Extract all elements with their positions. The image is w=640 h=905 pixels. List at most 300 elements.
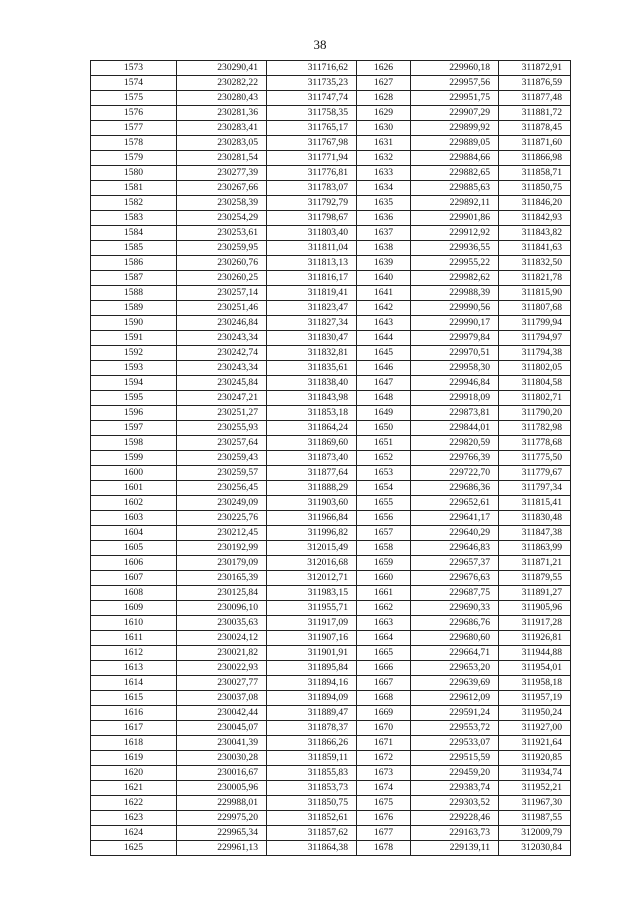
- table-row: [91, 406, 571, 421]
- table-row: [91, 346, 571, 361]
- point-number-left: 1611: [91, 631, 177, 646]
- y-coordinate-right: 311905,96: [499, 601, 571, 616]
- point-number-left: 1589: [91, 301, 177, 316]
- point-number-right: 1644: [357, 331, 411, 346]
- x-coordinate-left: 230259,95: [177, 241, 267, 256]
- point-number-left: 1601: [91, 481, 177, 496]
- point-number-left: 1599: [91, 451, 177, 466]
- x-coordinate-left: 230259,57: [177, 466, 267, 481]
- point-number-left: 1593: [91, 361, 177, 376]
- x-coordinate-right: 229936,55: [411, 241, 499, 256]
- table-row: [91, 721, 571, 736]
- x-coordinate-right: 229946,84: [411, 376, 499, 391]
- y-coordinate-right: 311920,85: [499, 751, 571, 766]
- x-coordinate-left: 230253,61: [177, 226, 267, 241]
- point-number-left: 1586: [91, 256, 177, 271]
- y-coordinate-left: 311889,47: [267, 706, 357, 721]
- table-row: [91, 361, 571, 376]
- coordinates-table: [90, 60, 571, 856]
- x-coordinate-left: 230251,27: [177, 406, 267, 421]
- y-coordinate-left: 311869,60: [267, 436, 357, 451]
- point-number-left: 1597: [91, 421, 177, 436]
- y-coordinate-right: 311891,27: [499, 586, 571, 601]
- y-coordinate-right: 311967,30: [499, 796, 571, 811]
- y-coordinate-left: 311767,98: [267, 136, 357, 151]
- x-coordinate-right: 229820,59: [411, 436, 499, 451]
- x-coordinate-left: 230251,46: [177, 301, 267, 316]
- x-coordinate-right: 229641,17: [411, 511, 499, 526]
- x-coordinate-left: 230041,39: [177, 736, 267, 751]
- y-coordinate-right: 311799,94: [499, 316, 571, 331]
- table-row: [91, 331, 571, 346]
- point-number-left: 1574: [91, 76, 177, 91]
- point-number-right: 1666: [357, 661, 411, 676]
- y-coordinate-left: 311803,40: [267, 226, 357, 241]
- point-number-right: 1630: [357, 121, 411, 136]
- y-coordinate-left: 311903,60: [267, 496, 357, 511]
- y-coordinate-right: 311815,41: [499, 496, 571, 511]
- point-number-left: 1608: [91, 586, 177, 601]
- point-number-right: 1651: [357, 436, 411, 451]
- x-coordinate-right: 229612,09: [411, 691, 499, 706]
- y-coordinate-left: 311835,61: [267, 361, 357, 376]
- x-coordinate-right: 229990,17: [411, 316, 499, 331]
- x-coordinate-right: 229139,11: [411, 841, 499, 856]
- table-row: [91, 76, 571, 91]
- point-number-left: 1580: [91, 166, 177, 181]
- x-coordinate-right: 229553,72: [411, 721, 499, 736]
- x-coordinate-left: 230030,28: [177, 751, 267, 766]
- y-coordinate-left: 311792,79: [267, 196, 357, 211]
- table-row: [91, 796, 571, 811]
- y-coordinate-left: 311758,35: [267, 106, 357, 121]
- point-number-left: 1603: [91, 511, 177, 526]
- y-coordinate-left: 311901,91: [267, 646, 357, 661]
- point-number-right: 1632: [357, 151, 411, 166]
- y-coordinate-left: 311894,16: [267, 676, 357, 691]
- x-coordinate-left: 230242,74: [177, 346, 267, 361]
- point-number-right: 1634: [357, 181, 411, 196]
- point-number-right: 1675: [357, 796, 411, 811]
- table-row: [91, 616, 571, 631]
- y-coordinate-right: 311878,45: [499, 121, 571, 136]
- point-number-left: 1619: [91, 751, 177, 766]
- x-coordinate-right: 229892,11: [411, 196, 499, 211]
- point-number-right: 1642: [357, 301, 411, 316]
- x-coordinate-right: 229990,56: [411, 301, 499, 316]
- table-row: [91, 301, 571, 316]
- x-coordinate-right: 229970,51: [411, 346, 499, 361]
- y-coordinate-left: 311716,62: [267, 61, 357, 76]
- point-number-right: 1663: [357, 616, 411, 631]
- x-coordinate-right: 229533,07: [411, 736, 499, 751]
- table-row: [91, 826, 571, 841]
- point-number-right: 1669: [357, 706, 411, 721]
- table-row: [91, 541, 571, 556]
- x-coordinate-right: 229657,37: [411, 556, 499, 571]
- point-number-left: 1581: [91, 181, 177, 196]
- table-row: [91, 586, 571, 601]
- x-coordinate-left: 230212,45: [177, 526, 267, 541]
- x-coordinate-right: 229955,22: [411, 256, 499, 271]
- y-coordinate-left: 311735,23: [267, 76, 357, 91]
- point-number-right: 1667: [357, 676, 411, 691]
- point-number-right: 1647: [357, 376, 411, 391]
- x-coordinate-right: 229303,52: [411, 796, 499, 811]
- y-coordinate-right: 311802,05: [499, 361, 571, 376]
- table-row: [91, 841, 571, 856]
- x-coordinate-left: 230246,84: [177, 316, 267, 331]
- y-coordinate-right: 311871,60: [499, 136, 571, 151]
- point-number-left: 1587: [91, 271, 177, 286]
- x-coordinate-left: 230035,63: [177, 616, 267, 631]
- y-coordinate-right: 311775,50: [499, 451, 571, 466]
- table-row: [91, 121, 571, 136]
- x-coordinate-right: 229889,05: [411, 136, 499, 151]
- point-number-right: 1638: [357, 241, 411, 256]
- x-coordinate-right: 229383,74: [411, 781, 499, 796]
- y-coordinate-right: 311797,34: [499, 481, 571, 496]
- point-number-right: 1671: [357, 736, 411, 751]
- point-number-right: 1633: [357, 166, 411, 181]
- y-coordinate-left: 311811,04: [267, 241, 357, 256]
- x-coordinate-right: 229515,59: [411, 751, 499, 766]
- point-number-right: 1659: [357, 556, 411, 571]
- x-coordinate-left: 229988,01: [177, 796, 267, 811]
- x-coordinate-right: 229680,60: [411, 631, 499, 646]
- x-coordinate-right: 229884,66: [411, 151, 499, 166]
- table-row: [91, 661, 571, 676]
- point-number-left: 1583: [91, 211, 177, 226]
- table-row: [91, 496, 571, 511]
- point-number-right: 1641: [357, 286, 411, 301]
- table-row: [91, 136, 571, 151]
- point-number-left: 1598: [91, 436, 177, 451]
- x-coordinate-right: 229653,20: [411, 661, 499, 676]
- y-coordinate-right: 312030,84: [499, 841, 571, 856]
- table-row: [91, 196, 571, 211]
- point-number-right: 1676: [357, 811, 411, 826]
- x-coordinate-right: 229652,61: [411, 496, 499, 511]
- y-coordinate-right: 311794,97: [499, 331, 571, 346]
- y-coordinate-right: 311850,75: [499, 181, 571, 196]
- point-number-right: 1628: [357, 91, 411, 106]
- y-coordinate-right: 311815,90: [499, 286, 571, 301]
- point-number-right: 1646: [357, 361, 411, 376]
- point-number-right: 1655: [357, 496, 411, 511]
- table-row: [91, 286, 571, 301]
- x-coordinate-right: 229907,29: [411, 106, 499, 121]
- x-coordinate-left: 229965,34: [177, 826, 267, 841]
- table-row: [91, 241, 571, 256]
- point-number-right: 1636: [357, 211, 411, 226]
- point-number-right: 1654: [357, 481, 411, 496]
- point-number-left: 1584: [91, 226, 177, 241]
- y-coordinate-right: 311871,21: [499, 556, 571, 571]
- point-number-left: 1576: [91, 106, 177, 121]
- point-number-left: 1614: [91, 676, 177, 691]
- x-coordinate-left: 230282,22: [177, 76, 267, 91]
- x-coordinate-left: 230125,84: [177, 586, 267, 601]
- table-row: [91, 256, 571, 271]
- x-coordinate-right: 229686,36: [411, 481, 499, 496]
- x-coordinate-left: 230243,34: [177, 331, 267, 346]
- table-row: [91, 151, 571, 166]
- x-coordinate-right: 229988,39: [411, 286, 499, 301]
- y-coordinate-right: 311987,55: [499, 811, 571, 826]
- y-coordinate-right: 311952,21: [499, 781, 571, 796]
- x-coordinate-right: 229163,73: [411, 826, 499, 841]
- table-row: [91, 571, 571, 586]
- x-coordinate-right: 229228,46: [411, 811, 499, 826]
- table-row: [91, 166, 571, 181]
- x-coordinate-right: 229687,75: [411, 586, 499, 601]
- x-coordinate-right: 229766,39: [411, 451, 499, 466]
- point-number-left: 1617: [91, 721, 177, 736]
- point-number-right: 1670: [357, 721, 411, 736]
- x-coordinate-right: 229882,65: [411, 166, 499, 181]
- x-coordinate-left: 230280,43: [177, 91, 267, 106]
- table-row: [91, 691, 571, 706]
- table-row: [91, 526, 571, 541]
- point-number-left: 1605: [91, 541, 177, 556]
- table-row: [91, 706, 571, 721]
- x-coordinate-right: 229722,70: [411, 466, 499, 481]
- x-coordinate-right: 229957,56: [411, 76, 499, 91]
- point-number-right: 1664: [357, 631, 411, 646]
- point-number-left: 1609: [91, 601, 177, 616]
- y-coordinate-right: 311917,28: [499, 616, 571, 631]
- table-row: [91, 181, 571, 196]
- point-number-right: 1660: [357, 571, 411, 586]
- table-row: [91, 646, 571, 661]
- y-coordinate-right: 311842,93: [499, 211, 571, 226]
- x-coordinate-right: 229958,30: [411, 361, 499, 376]
- table-row: [91, 61, 571, 76]
- point-number-right: 1674: [357, 781, 411, 796]
- point-number-right: 1672: [357, 751, 411, 766]
- x-coordinate-left: 230096,10: [177, 601, 267, 616]
- x-coordinate-left: 230045,07: [177, 721, 267, 736]
- y-coordinate-right: 311821,78: [499, 271, 571, 286]
- table-row: [91, 811, 571, 826]
- point-number-left: 1621: [91, 781, 177, 796]
- x-coordinate-right: 229979,84: [411, 331, 499, 346]
- point-number-right: 1658: [357, 541, 411, 556]
- y-coordinate-left: 311832,81: [267, 346, 357, 361]
- y-coordinate-right: 311944,88: [499, 646, 571, 661]
- x-coordinate-left: 230259,43: [177, 451, 267, 466]
- y-coordinate-right: 311881,72: [499, 106, 571, 121]
- point-number-left: 1613: [91, 661, 177, 676]
- y-coordinate-left: 311855,83: [267, 766, 357, 781]
- y-coordinate-left: 311853,73: [267, 781, 357, 796]
- table-row: [91, 316, 571, 331]
- point-number-left: 1595: [91, 391, 177, 406]
- point-number-left: 1622: [91, 796, 177, 811]
- y-coordinate-right: 311804,58: [499, 376, 571, 391]
- point-number-left: 1602: [91, 496, 177, 511]
- point-number-right: 1639: [357, 256, 411, 271]
- point-number-right: 1637: [357, 226, 411, 241]
- point-number-left: 1612: [91, 646, 177, 661]
- point-number-left: 1624: [91, 826, 177, 841]
- point-number-right: 1626: [357, 61, 411, 76]
- y-coordinate-left: 311894,09: [267, 691, 357, 706]
- x-coordinate-right: 229960,18: [411, 61, 499, 76]
- point-number-right: 1650: [357, 421, 411, 436]
- x-coordinate-left: 230290,41: [177, 61, 267, 76]
- point-number-left: 1578: [91, 136, 177, 151]
- point-number-left: 1575: [91, 91, 177, 106]
- y-coordinate-left: 311873,40: [267, 451, 357, 466]
- y-coordinate-left: 311888,29: [267, 481, 357, 496]
- table-row: [91, 391, 571, 406]
- x-coordinate-left: 230260,25: [177, 271, 267, 286]
- point-number-left: 1588: [91, 286, 177, 301]
- x-coordinate-left: 230249,09: [177, 496, 267, 511]
- x-coordinate-left: 229975,20: [177, 811, 267, 826]
- y-coordinate-left: 311798,67: [267, 211, 357, 226]
- x-coordinate-left: 230245,84: [177, 376, 267, 391]
- y-coordinate-right: 311957,19: [499, 691, 571, 706]
- point-number-left: 1585: [91, 241, 177, 256]
- y-coordinate-right: 311934,74: [499, 766, 571, 781]
- x-coordinate-left: 230267,66: [177, 181, 267, 196]
- x-coordinate-left: 230024,12: [177, 631, 267, 646]
- point-number-right: 1661: [357, 586, 411, 601]
- y-coordinate-right: 312009,79: [499, 826, 571, 841]
- y-coordinate-right: 311876,59: [499, 76, 571, 91]
- x-coordinate-left: 230258,39: [177, 196, 267, 211]
- y-coordinate-left: 311996,82: [267, 526, 357, 541]
- x-coordinate-right: 229982,62: [411, 271, 499, 286]
- table-row: [91, 421, 571, 436]
- x-coordinate-left: 230255,93: [177, 421, 267, 436]
- table-row: [91, 466, 571, 481]
- x-coordinate-left: 230260,76: [177, 256, 267, 271]
- y-coordinate-left: 311747,74: [267, 91, 357, 106]
- point-number-left: 1623: [91, 811, 177, 826]
- point-number-left: 1591: [91, 331, 177, 346]
- x-coordinate-left: 230254,29: [177, 211, 267, 226]
- y-coordinate-left: 311830,47: [267, 331, 357, 346]
- x-coordinate-left: 230021,82: [177, 646, 267, 661]
- table-row: [91, 751, 571, 766]
- y-coordinate-left: 311838,40: [267, 376, 357, 391]
- x-coordinate-right: 229690,33: [411, 601, 499, 616]
- y-coordinate-right: 311830,48: [499, 511, 571, 526]
- point-number-right: 1662: [357, 601, 411, 616]
- point-number-right: 1678: [357, 841, 411, 856]
- x-coordinate-right: 229873,81: [411, 406, 499, 421]
- x-coordinate-left: 230192,99: [177, 541, 267, 556]
- table-row: [91, 211, 571, 226]
- y-coordinate-right: 311846,20: [499, 196, 571, 211]
- y-coordinate-right: 311879,55: [499, 571, 571, 586]
- y-coordinate-right: 311927,00: [499, 721, 571, 736]
- x-coordinate-right: 229646,83: [411, 541, 499, 556]
- point-number-left: 1615: [91, 691, 177, 706]
- table-row: [91, 676, 571, 691]
- y-coordinate-right: 311779,67: [499, 466, 571, 481]
- y-coordinate-left: 312016,68: [267, 556, 357, 571]
- page-number: 38: [313, 37, 327, 52]
- y-coordinate-right: 311841,63: [499, 241, 571, 256]
- point-number-left: 1596: [91, 406, 177, 421]
- point-number-left: 1579: [91, 151, 177, 166]
- y-coordinate-left: 311776,81: [267, 166, 357, 181]
- x-coordinate-left: 230277,39: [177, 166, 267, 181]
- table-row: [91, 556, 571, 571]
- point-number-right: 1653: [357, 466, 411, 481]
- y-coordinate-left: 311907,16: [267, 631, 357, 646]
- point-number-right: 1648: [357, 391, 411, 406]
- point-number-left: 1604: [91, 526, 177, 541]
- point-number-right: 1643: [357, 316, 411, 331]
- x-coordinate-left: 230179,09: [177, 556, 267, 571]
- y-coordinate-right: 311858,71: [499, 166, 571, 181]
- table-row: [91, 766, 571, 781]
- x-coordinate-right: 229664,71: [411, 646, 499, 661]
- point-number-left: 1606: [91, 556, 177, 571]
- x-coordinate-right: 229591,24: [411, 706, 499, 721]
- x-coordinate-left: 230165,39: [177, 571, 267, 586]
- y-coordinate-left: 311823,47: [267, 301, 357, 316]
- x-coordinate-left: 230037,08: [177, 691, 267, 706]
- table-row: [91, 91, 571, 106]
- point-number-right: 1640: [357, 271, 411, 286]
- y-coordinate-right: 311863,99: [499, 541, 571, 556]
- table-row: [91, 481, 571, 496]
- x-coordinate-left: 230257,14: [177, 286, 267, 301]
- point-number-right: 1673: [357, 766, 411, 781]
- y-coordinate-right: 311950,24: [499, 706, 571, 721]
- point-number-left: 1610: [91, 616, 177, 631]
- y-coordinate-left: 311917,09: [267, 616, 357, 631]
- point-number-left: 1616: [91, 706, 177, 721]
- x-coordinate-right: 229640,29: [411, 526, 499, 541]
- point-number-right: 1657: [357, 526, 411, 541]
- x-coordinate-left: 230042,44: [177, 706, 267, 721]
- y-coordinate-left: 311864,38: [267, 841, 357, 856]
- y-coordinate-right: 311958,18: [499, 676, 571, 691]
- y-coordinate-right: 311782,98: [499, 421, 571, 436]
- y-coordinate-left: 311895,84: [267, 661, 357, 676]
- y-coordinate-left: 311850,75: [267, 796, 357, 811]
- y-coordinate-right: 311954,01: [499, 661, 571, 676]
- point-number-right: 1629: [357, 106, 411, 121]
- table-row: [91, 376, 571, 391]
- x-coordinate-right: 229844,01: [411, 421, 499, 436]
- x-coordinate-right: 229676,63: [411, 571, 499, 586]
- table-row: [91, 106, 571, 121]
- x-coordinate-left: 230281,36: [177, 106, 267, 121]
- point-number-left: 1592: [91, 346, 177, 361]
- coordinates-table-body: [91, 61, 571, 856]
- x-coordinate-left: 230247,21: [177, 391, 267, 406]
- point-number-left: 1607: [91, 571, 177, 586]
- x-coordinate-right: 229918,09: [411, 391, 499, 406]
- y-coordinate-left: 311813,13: [267, 256, 357, 271]
- x-coordinate-right: 229899,92: [411, 121, 499, 136]
- x-coordinate-right: 229885,63: [411, 181, 499, 196]
- y-coordinate-right: 311847,38: [499, 526, 571, 541]
- x-coordinate-left: 230283,41: [177, 121, 267, 136]
- y-coordinate-left: 311878,37: [267, 721, 357, 736]
- point-number-left: 1618: [91, 736, 177, 751]
- y-coordinate-left: 311955,71: [267, 601, 357, 616]
